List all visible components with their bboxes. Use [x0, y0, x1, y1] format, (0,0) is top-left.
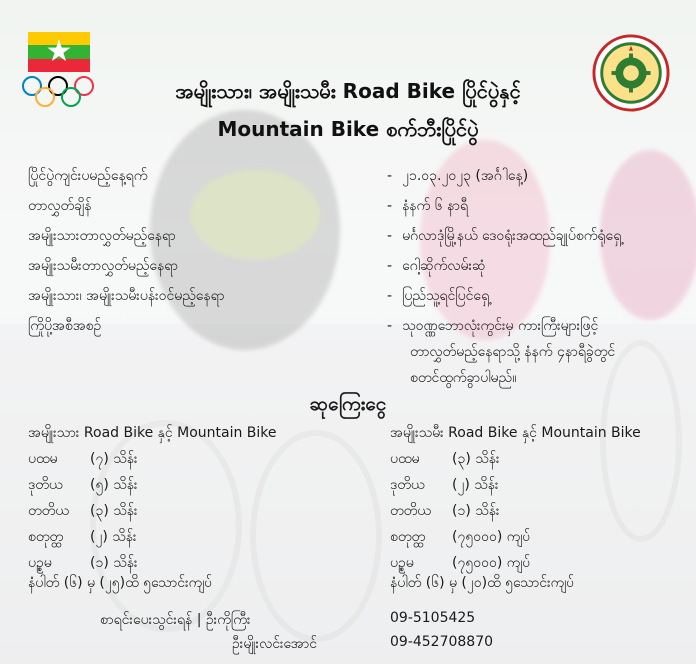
detail-continuation: တာလွှတ်မည့်နေရာသို့ နံနက် ၄နာရီခွဲတွင် [410, 344, 616, 360]
prize-row: စတုတ္ထ (၇၅၀၀၀) ကျပ် [390, 529, 531, 545]
contact-label: စာရင်းပေးသွင်းရန် | ဦးကိုကြီး [100, 612, 251, 628]
contact-phone[interactable]: 09-5105425 [390, 610, 476, 626]
contact-name: ဦးမျိုးလင်းအောင် [232, 636, 317, 652]
detail-label: အမျိုးသား၊ အမျိုးသမီးပန်းဝင်မည့်နေရာ [28, 288, 225, 304]
detail-value: - မင်္ဂလာဒုံမြို့နယ် ဒေဝရုံးအထည်ချုပ်စက်ရုံရှေ့ [387, 228, 622, 244]
men-prizes-heading: အမျိုးသား Road Bike နှင့် Mountain Bike [28, 425, 277, 441]
detail-label: အမျိုးသမီးတာလွှတ်မည့်နေရာ [28, 258, 179, 274]
detail-label: တာလွှတ်ချိန် [28, 198, 92, 214]
detail-value: - နံနက် ၆ နာရီ [387, 198, 469, 214]
detail-label: အမျိုးသားတာလွှတ်မည့်နေရာ [28, 228, 176, 244]
prize-footer: နံပါတ် (၆) မှ (၂၅)ထိ ၅သောင်းကျပ် [28, 575, 213, 591]
detail-value: - ဂေါ့ဆိုက်လမ်းဆုံ [387, 258, 486, 274]
detail-label: ပြိုင်ပွဲကျင်းပမည့်နေ့ရက် [28, 168, 148, 184]
prize-row: ပထမ (၃) သိန်း [390, 451, 500, 467]
prizes-heading: ဆုကြေးငွေ [309, 393, 387, 415]
detail-continuation: စတင်ထွက်ခွာပါမည်။ [410, 370, 517, 386]
prize-row: တတိယ (၃) သိန်း [28, 503, 138, 519]
prize-footer: နံပါတ် (၆) မှ (၂၀)ထိ ၅သောင်းကျပ် [390, 575, 575, 591]
detail-label: ကြိုပို့အစီအစဉ် [28, 318, 102, 334]
prize-row: ပဉ္စမ (၁) သိန်း [28, 555, 138, 571]
prize-row: ဒုတိယ (၂) သိန်း [390, 477, 499, 493]
detail-value: - ပြည်သူ့ရင်ပြင်ရှေ့ [387, 288, 490, 304]
contact-phone[interactable]: 09-452708870 [390, 634, 494, 650]
myanmar-flag-icon: ★ [28, 32, 90, 72]
detail-value: - ၂၁.၀၃.၂၀၂၃ (အင်္ဂါနေ့) [387, 168, 529, 184]
prize-row: စတုတ္ထ (၂) သိန်း [28, 529, 137, 545]
prize-row: ပထမ (၇) သိန်း [28, 451, 138, 467]
detail-value: - သုဝဏ္ဏဘောလုံးကွင်းမှ ကားကြီးများဖြင့် [387, 318, 599, 334]
title-line-2: Mountain Bike စက်ဘီးပြိုင်ပွဲ [217, 117, 479, 141]
prize-row: ဒုတိယ (၅) သိန်း [28, 477, 138, 493]
women-prizes-heading: အမျိုးသမီး Road Bike နှင့် Mountain Bike [390, 425, 641, 441]
prize-row: တတိယ (၁) သိန်း [390, 503, 500, 519]
title-line-1: အမျိုးသား၊ အမျိုးသမီး Road Bike ပြိုင်ပွဲနှင့် [175, 79, 521, 103]
prize-row: ပဉ္စမ (၇၅၀၀၀) ကျပ် [390, 555, 531, 571]
